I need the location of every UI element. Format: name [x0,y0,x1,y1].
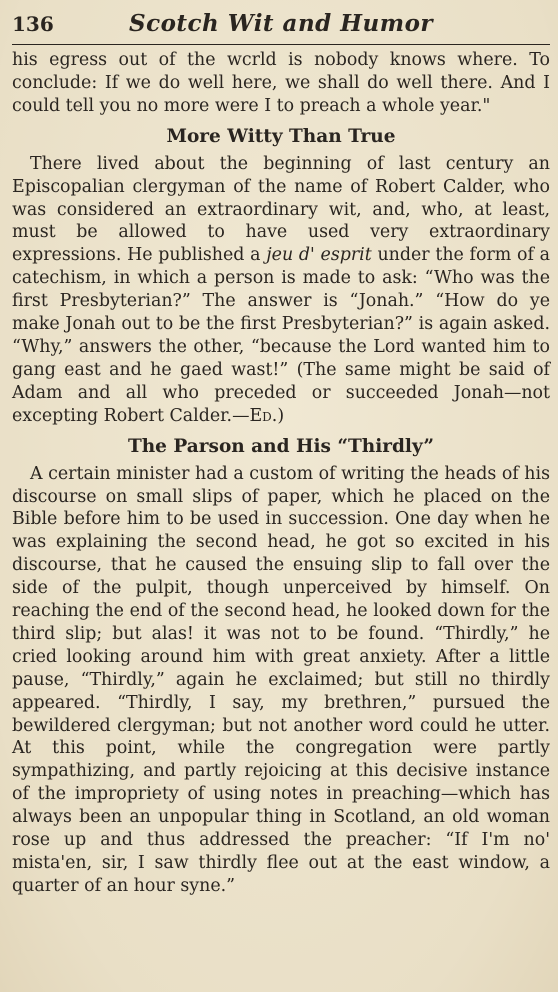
continuation-paragraph: his egress out of the wcrld is nobody knows where. To conclude: If we do well here, we shall do well there. And I could tell you no more were I to preach a whole year." [12,50,550,116]
paragraph-witty-part2: under the form of a catechism, in which a person is made to ask: “Who was the first Presbyterian?” The answer is “Jonah.” “How do ye make Jonah out to be the first Presbyterian?” is again asked. “Why,” answers the other, “because the Lord wanted him to gang east and he gaed wast!” (The same might be said of Adam and all who preceded or succeeded Jonah—not excepting Robert Calder.— [12,245,551,426]
page-header [12,10,550,45]
paragraph-parson: A certain minister had a custom of writing the heads of his discourse on small slips of paper, which he placed on the Bible before him to be used in succession. One day when he was explaining the second head, he got so excited in his discourse, that he caused the ensuing slip to fall over the side of the pulpit, though unperceived by himself. On reaching the end of the second head, he looked down for the third slip; but alas! it was not to be found. “Thirdly,” he cried looking around him with great anxiety. After a little pause, “Thirdly,” again he exclaimed; but still no thirdly appeared. “Thirdly, I say, my brethren,” pursued the bewildered clergyman; but not another word could he utter. At this point, while the congregation were partly sympathizing, and partly rejoicing at this decisive instance of the impropriety of using notes in preaching—which has always been an unpopular thing in Scotland, an old woman rose up and thus addressed the preacher: “If I'm no' mista'en, sir, I saw thirdly flee out at the east window, a quarter of an hour syne.” [12,463,550,896]
paragraph-witty-closing: ) [277,405,285,426]
foreign-phrase: jeu d' esprit [266,245,372,266]
paragraph-witty-part1: There lived about the beginning of last century an Episcopalian clergyman of the name of Robert Calder, who was considered an extraordinary wit, and, who, at least, must be allowed to have used very extraordinary expressions. He published a [12,153,550,266]
section-heading-parson: The Parson and His “Thirdly” [127,435,435,457]
page-number: 136 [12,12,54,36]
running-title: Scotch Wit and Humor [128,10,434,37]
editor-mark: Ed. [249,405,278,426]
paragraph-witty [12,153,550,428]
section-heading-witty: More Witty Than True [166,125,396,147]
